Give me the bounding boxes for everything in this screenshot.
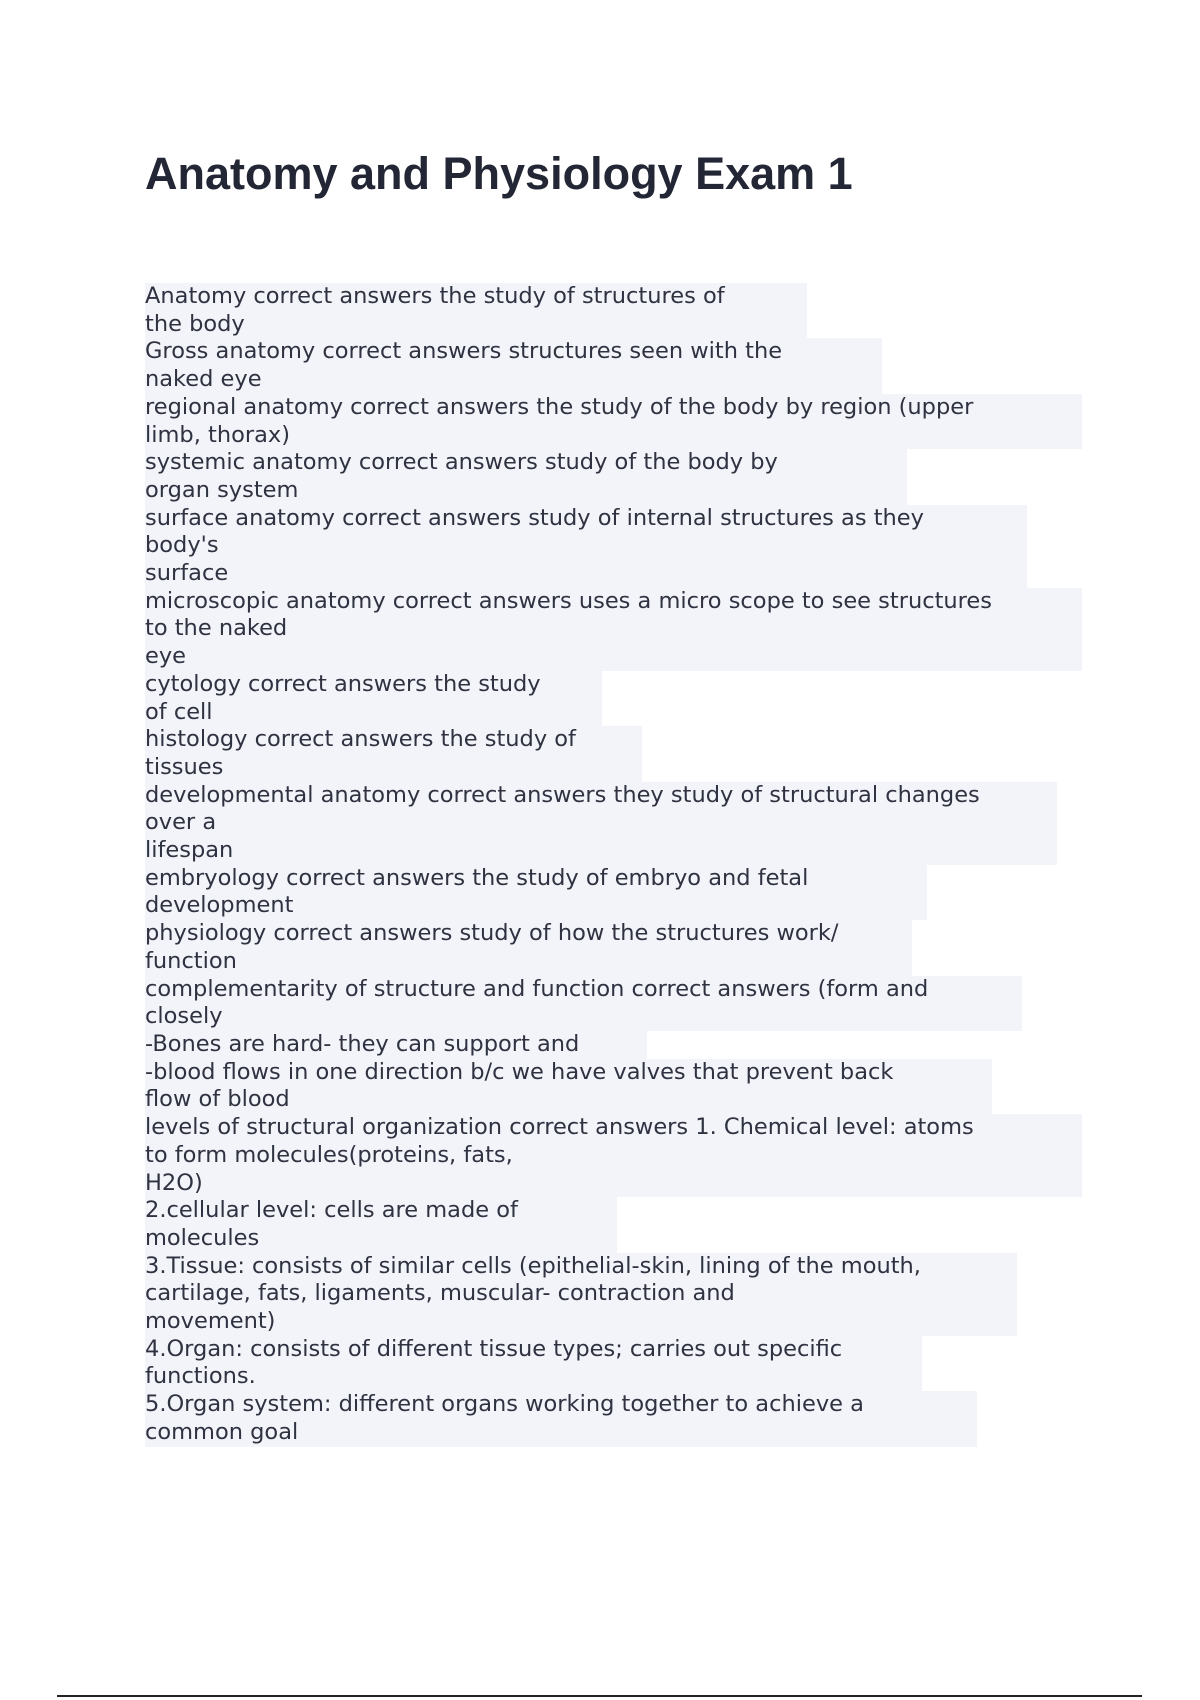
- text-line: over a: [145, 809, 217, 836]
- definition-block: [145, 588, 1082, 671]
- text-line: histology correct answers the study of: [145, 726, 576, 753]
- text-line: embryology correct answers the study of embryo and fetal: [145, 864, 809, 891]
- text-line: functions.: [145, 1363, 256, 1390]
- text-line: closely: [145, 1003, 223, 1030]
- definition-block: [145, 782, 1057, 865]
- text-line: Anatomy correct answers the study of structures of: [145, 283, 725, 309]
- definition-block: [145, 976, 1022, 1031]
- definition-block: [145, 1197, 617, 1252]
- text-line: cartilage, fats, ligaments, muscular- contraction and: [145, 1280, 735, 1307]
- text-line: complementarity of structure and function correct answers (form and: [145, 975, 929, 1002]
- text-line: 5.Organ system: different organs working together to achieve a: [145, 1391, 864, 1418]
- page-title: Anatomy and Physiology Exam 1: [145, 148, 853, 199]
- text-line: 2.cellular level: cells are made of: [145, 1197, 518, 1224]
- text-line: H2O): [145, 1169, 203, 1196]
- text-line: development: [145, 892, 294, 919]
- text-line: limb, thorax): [145, 421, 290, 448]
- text-line: to form molecules(proteins, fats,: [145, 1141, 513, 1168]
- text-line: 3.Tissue: consists of similar cells (epithelial-skin, lining of the mouth,: [145, 1252, 921, 1279]
- definition-block: [145, 505, 1027, 588]
- definition-block: [145, 1114, 1082, 1197]
- definition-block: [145, 1391, 977, 1446]
- text-line: lifespan: [145, 837, 234, 864]
- definition-block: [145, 671, 602, 726]
- definition-block: [145, 920, 912, 975]
- definition-block: [145, 1031, 647, 1059]
- text-line: cytology correct answers the study: [145, 670, 541, 697]
- text-line: surface: [145, 560, 229, 587]
- text-line: -blood flows in one direction b/c we have valves that prevent back: [145, 1058, 894, 1085]
- text-line: -Bones are hard- they can support and: [145, 1030, 580, 1057]
- text-line: tissues: [145, 753, 224, 780]
- text-line: surface anatomy correct answers study of internal structures as they: [145, 504, 924, 531]
- definition-block: [145, 726, 642, 781]
- text-line: movement): [145, 1308, 276, 1335]
- text-line: to the naked: [145, 615, 288, 642]
- text-line: microscopic anatomy correct answers uses a micro scope to see structures: [145, 587, 992, 614]
- text-line: developmental anatomy correct answers they study of structural changes: [145, 781, 980, 808]
- definition-block: [145, 394, 1082, 449]
- text-line: organ system: [145, 476, 299, 503]
- text-line: 4.Organ: consists of different tissue types; carries out specific: [145, 1335, 843, 1362]
- text-line: function: [145, 947, 237, 974]
- text-line: eye: [145, 643, 187, 670]
- definition-block: [145, 338, 882, 393]
- text-line: physiology correct answers study of how the structures work/: [145, 920, 839, 947]
- text-line: Gross anatomy correct answers structures seen with the: [145, 338, 783, 365]
- text-line: common goal: [145, 1418, 299, 1445]
- text-line: molecules: [145, 1224, 260, 1251]
- document-body: [145, 283, 1075, 1447]
- text-line: body's: [145, 532, 219, 559]
- definition-block: [145, 865, 927, 920]
- text-line: flow of blood: [145, 1086, 290, 1113]
- text-line: naked eye: [145, 366, 262, 393]
- definition-block: [145, 283, 807, 338]
- definition-block: [145, 1336, 922, 1391]
- definition-block: [145, 1059, 992, 1114]
- definition-block: [145, 1253, 1017, 1336]
- text-line: regional anatomy correct answers the study of the body by region (upper: [145, 393, 974, 420]
- text-line: the body: [145, 310, 245, 337]
- definition-block: [145, 449, 907, 504]
- footer-divider: [57, 1695, 1142, 1697]
- text-line: of cell: [145, 698, 213, 725]
- text-line: levels of structural organization correct answers 1. Chemical level: atoms: [145, 1114, 974, 1141]
- text-line: systemic anatomy correct answers study of the body by: [145, 449, 778, 476]
